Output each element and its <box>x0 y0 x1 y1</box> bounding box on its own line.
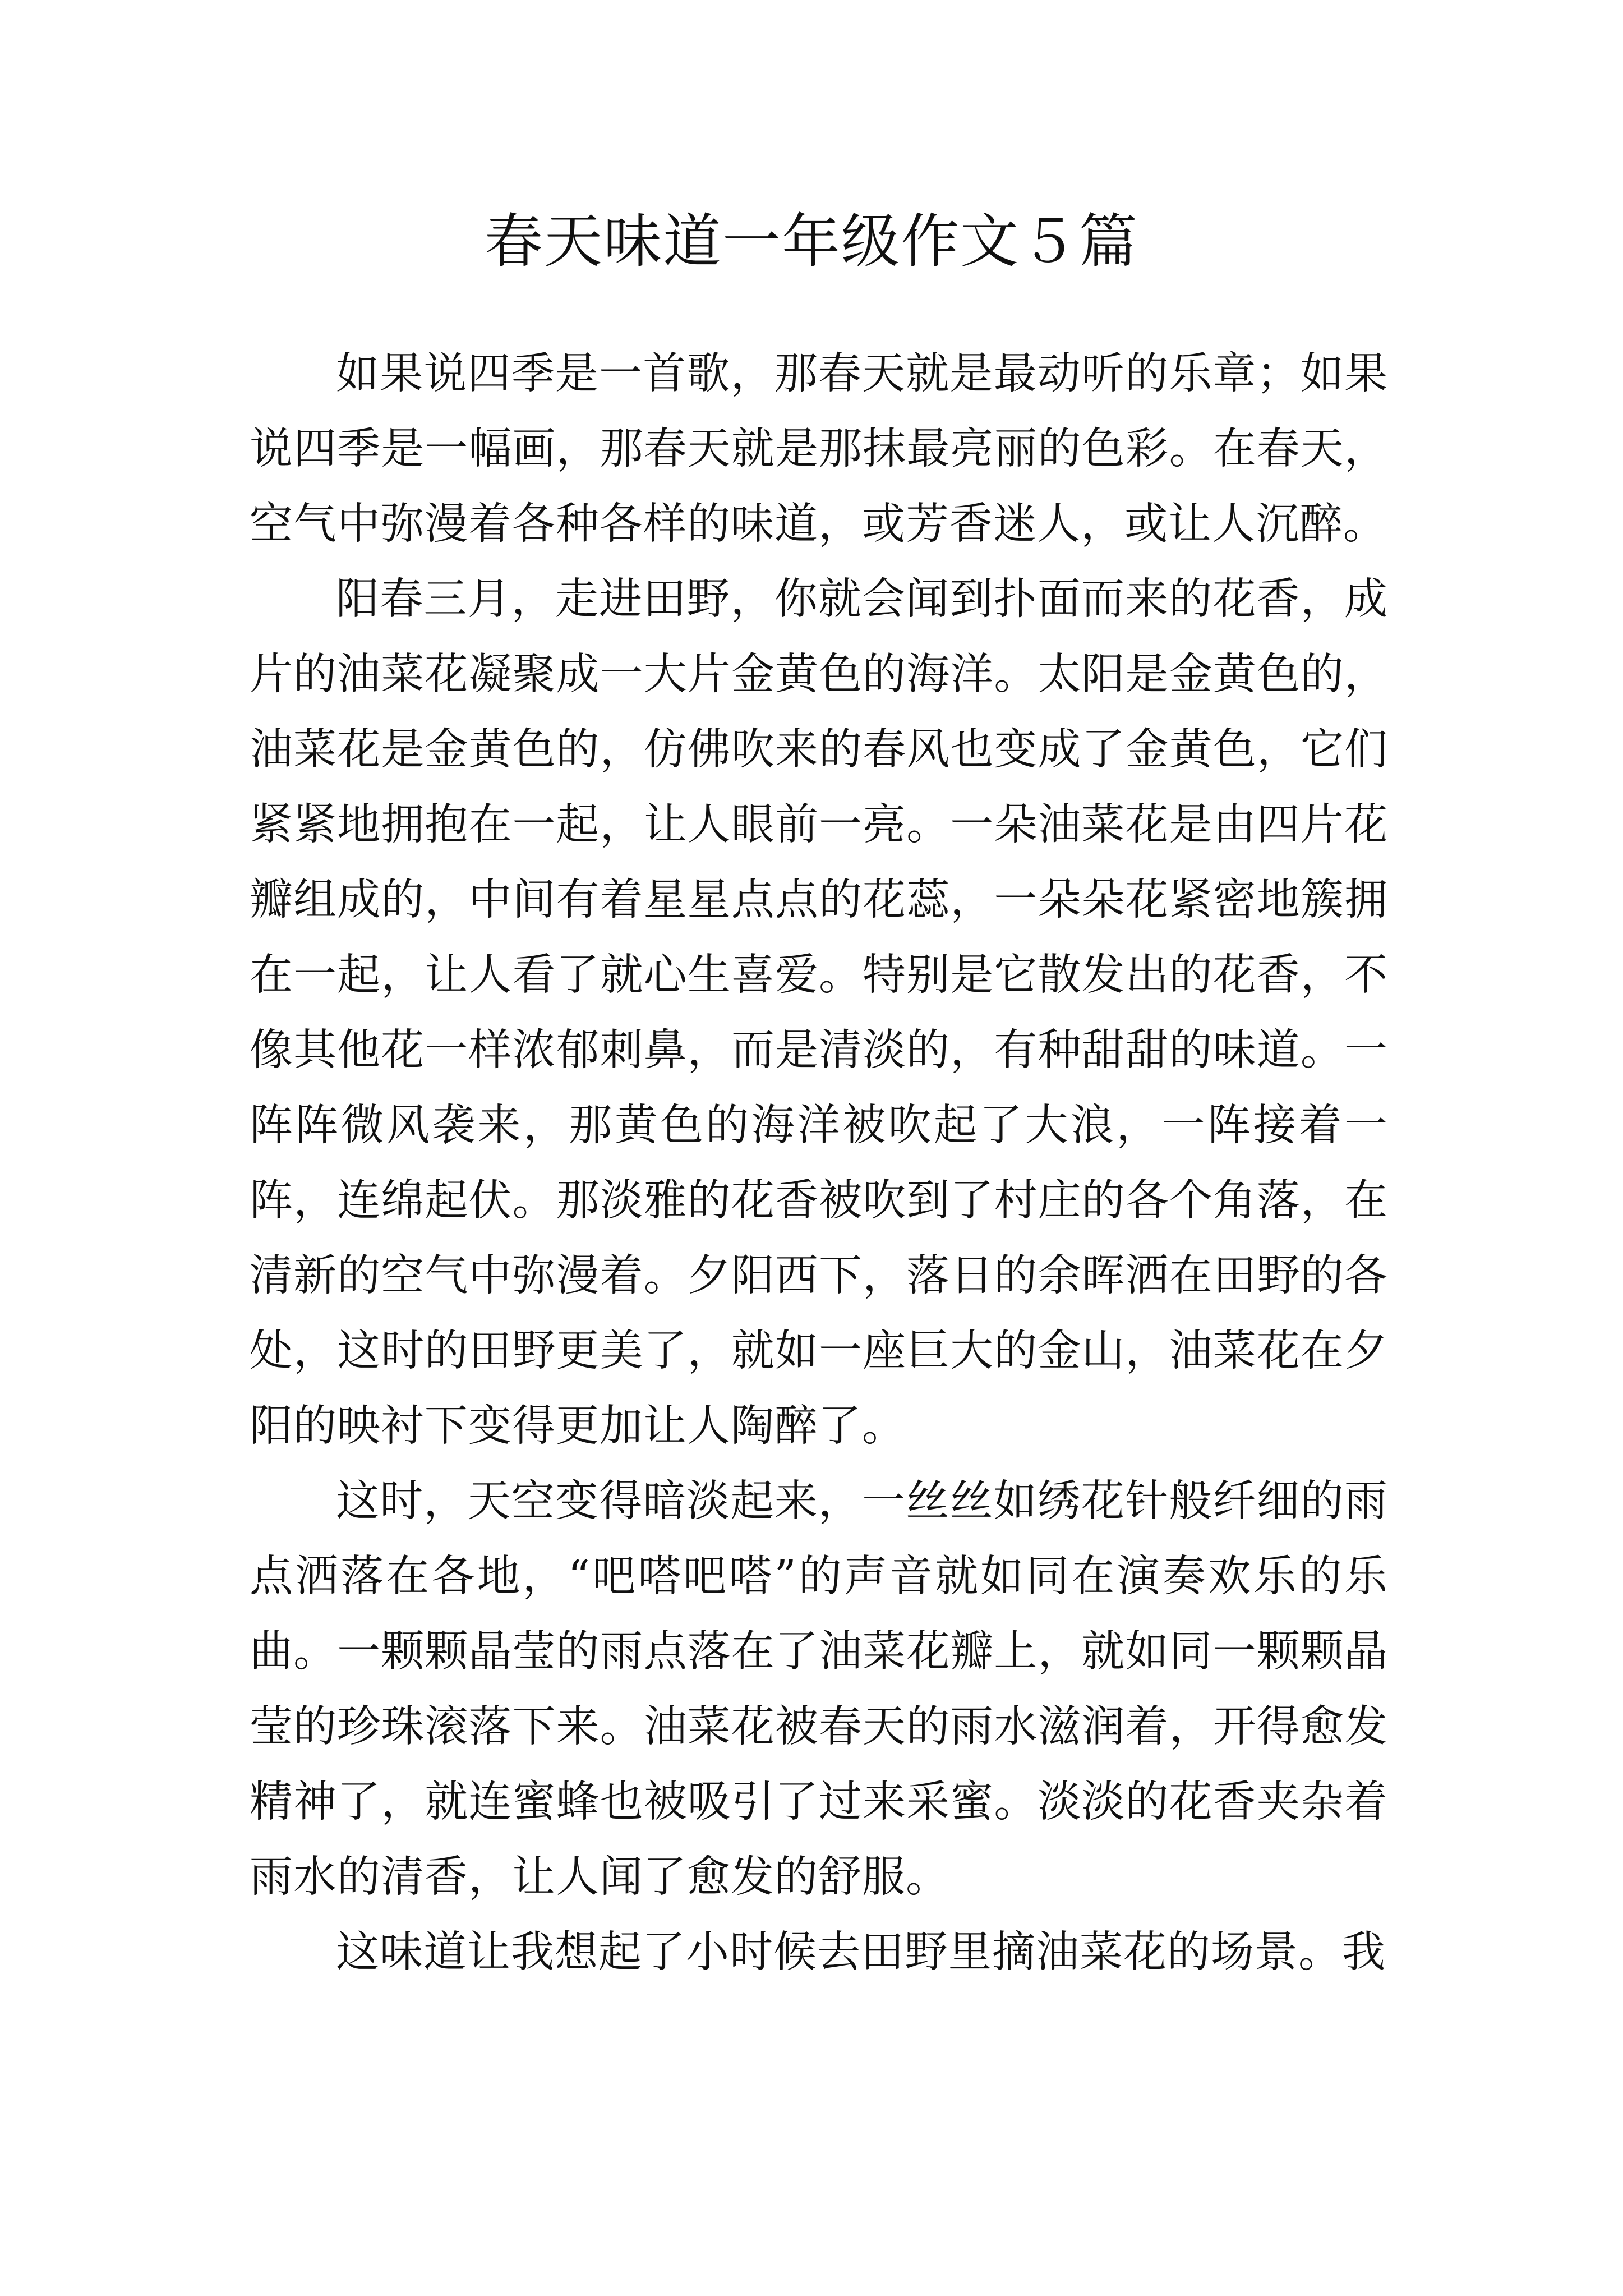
paragraph-4: 这味道让我想起了小时候去田野里摘油菜花的场景。我 <box>336 1927 1386 1977</box>
document-body <box>250 337 1388 1990</box>
document-title: 春天味道一年级作文５篇 <box>484 207 1138 275</box>
paragraph-1: 如果说四季是一首歌，那春天就是最动听的乐章；如果说四季是一幅画，那春天就是那抹最亮丽的色彩。在春天，空气中弥漫着各种各样的味道，或芳香迷人，或让人沉醉。 <box>250 349 1388 549</box>
paragraph-2: 阳春三月，走进田野，你就会闻到扑面而来的花香，成片的油菜花凝聚成一大片金黄色的海洋。太阳是金黄色的，油菜花是金黄色的，仿佛吹来的春风也变成了金黄色，它们紧紧地拥抱在一起，让人眼前一亮。一朵油菜花是由四片花瓣组成的，中间有着星星点点的花蕊，一朵朵花紧密地簇拥在一起，让人看了就心生喜爱。特别是它散发出的花香，不像其他花一样浓郁刺鼻，而是清淡的，有种甜甜的味道。一阵阵微风袭来，那黄色的海洋被吹起了大浪，一阵接着一阵，连绵起伏。那淡雅的花香被吹到了村庄的各个角落，在清新的空气中弥漫着。夕阳西下，落日的余晖洒在田野的各处，这时的田野更美了，就如一座巨大的金山，油菜花在夕阳的映衬下变得更加让人陶醉了。 <box>250 574 1388 1451</box>
paragraph-3: 这时，天空变得暗淡起来，一丝丝如绣花针般纤细的雨点洒落在各地，“吧嗒吧嗒”的声音就如同在演奏欢乐的乐曲。一颗颗晶莹的雨点落在了油菜花瓣上，就如同一颗颗晶莹的珍珠滚落下来。油菜花被春天的雨水滋润着，开得愈发精神了，就连蜜蜂也被吸引了过来采蜜。淡淡的花香夹杂着雨水的清香，让人闻了愈发的舒服。 <box>250 1476 1388 1902</box>
